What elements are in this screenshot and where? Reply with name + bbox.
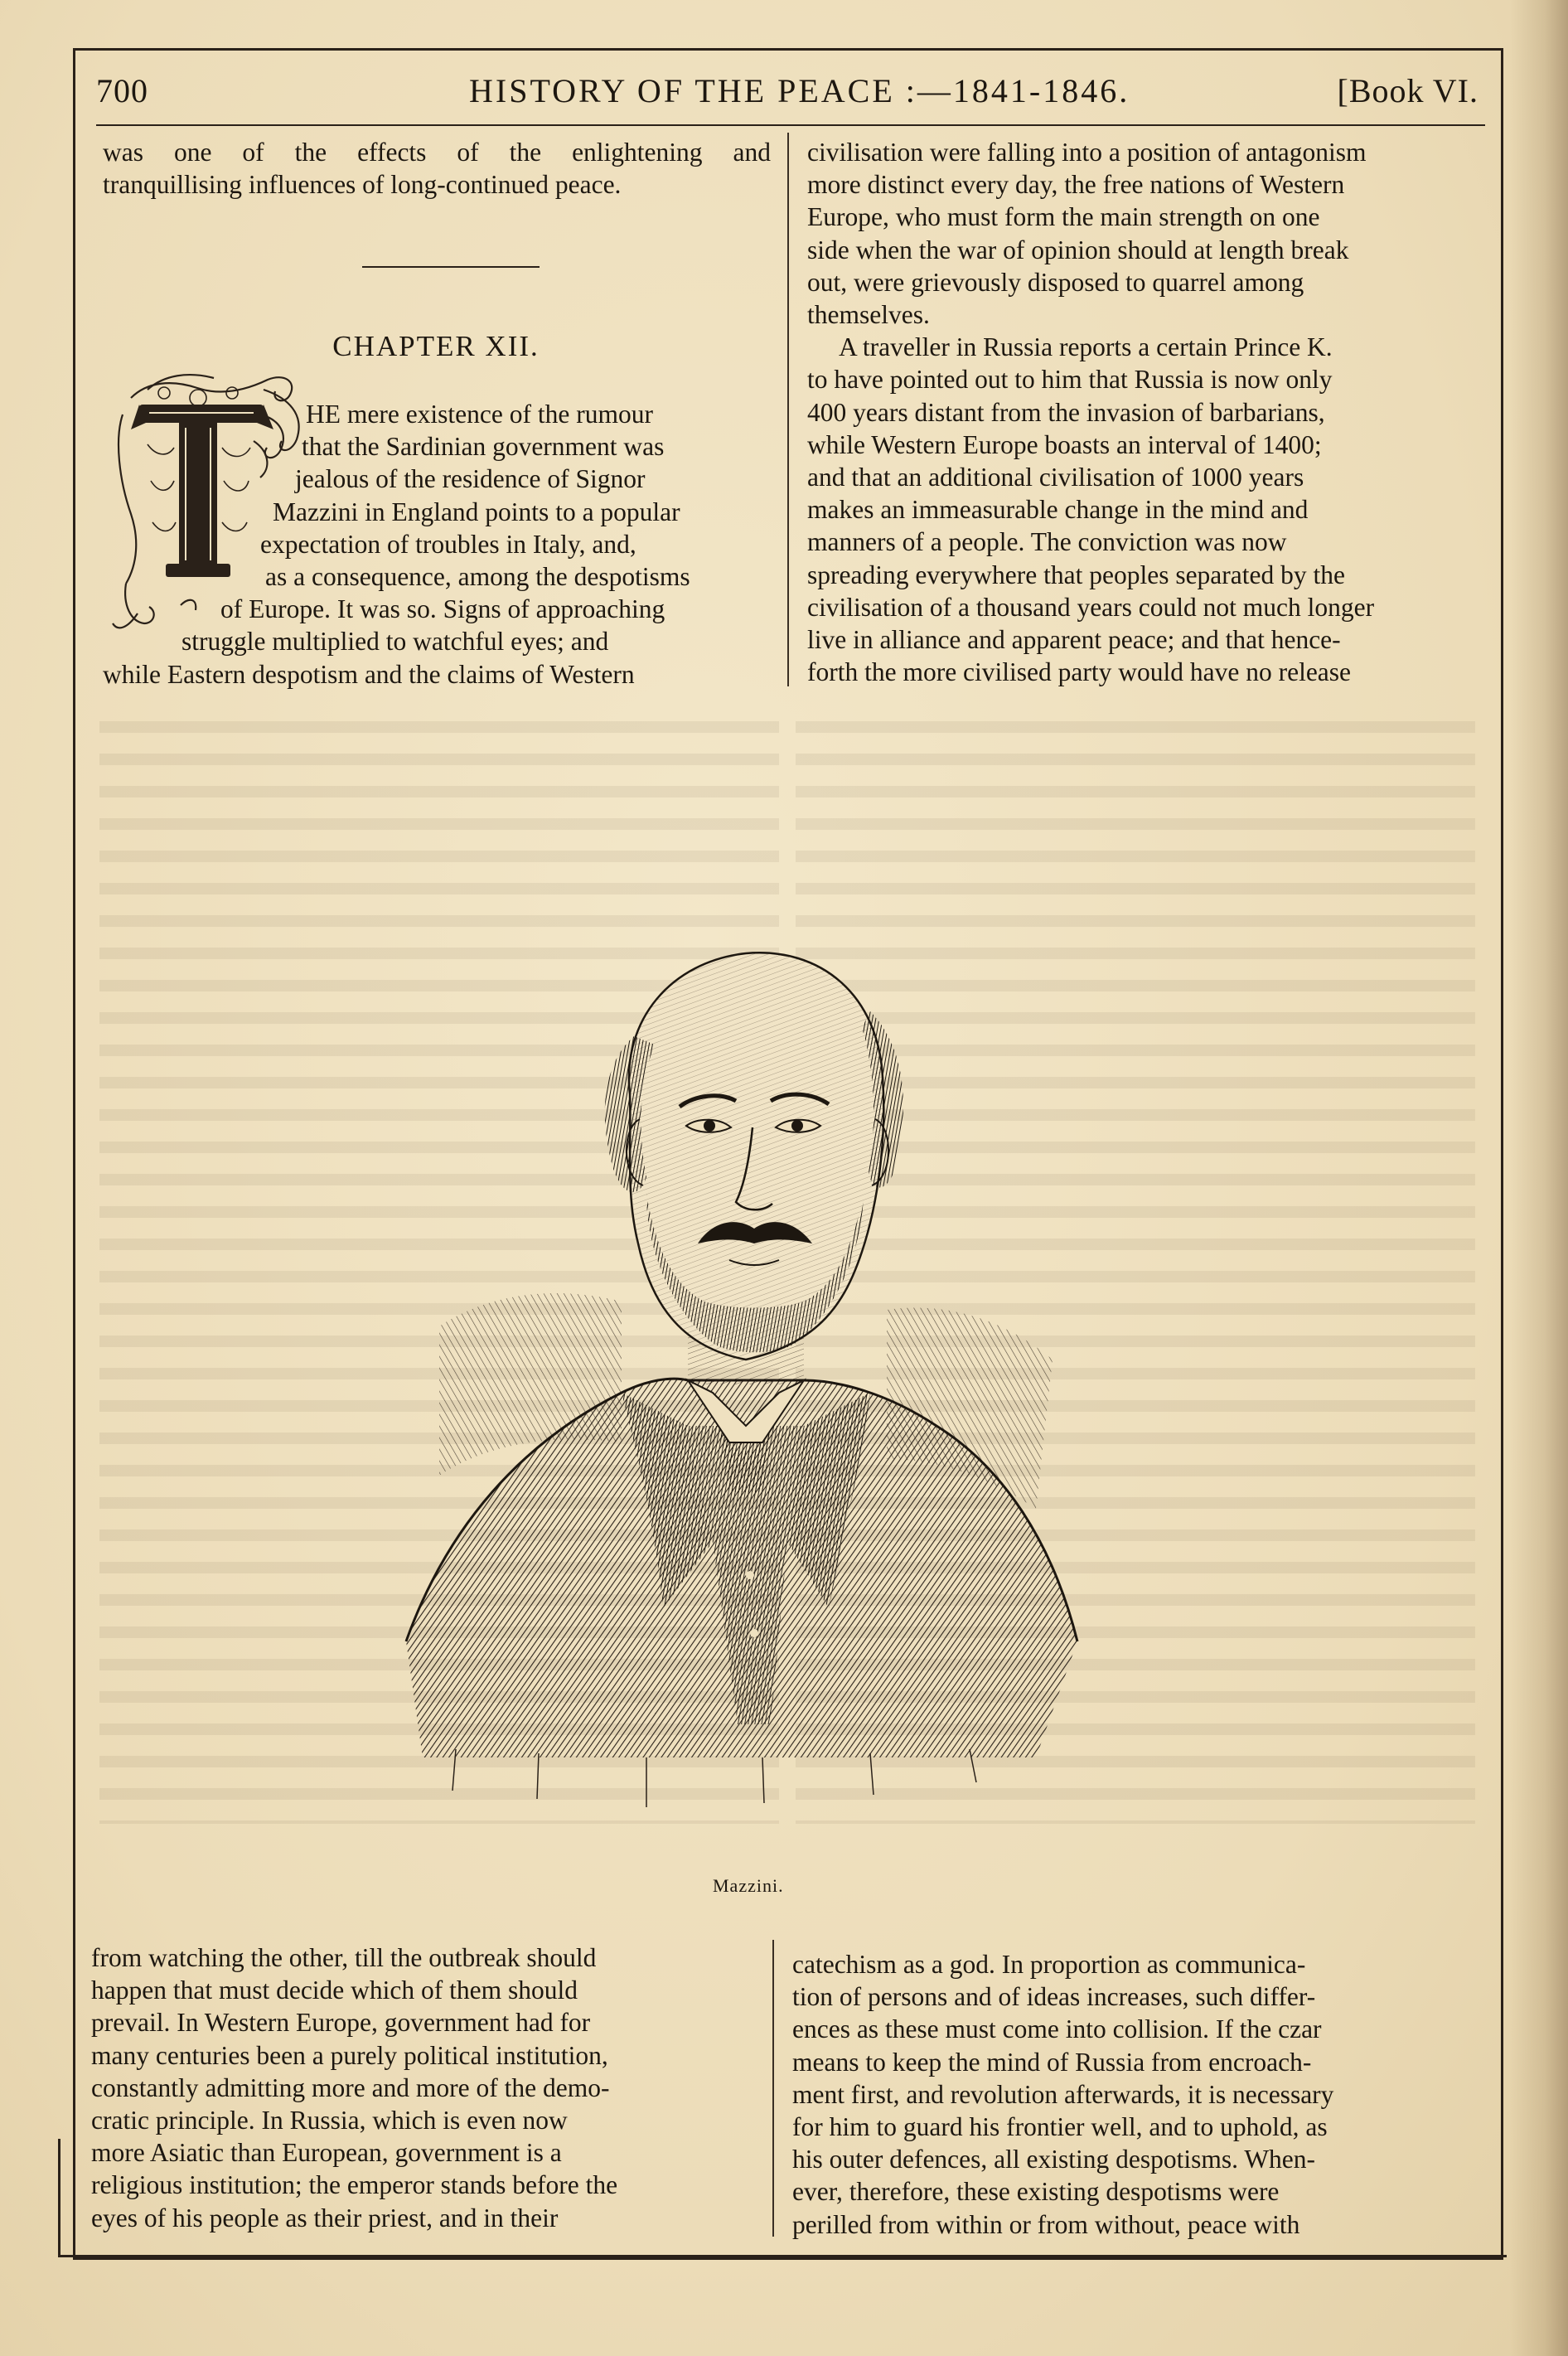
section-divider [362,266,540,268]
text-line: while Western Europe boasts an interval of 1400; [807,429,1322,459]
text-line: side when the war of opinion should at length break [807,235,1349,264]
running-header [96,71,1485,118]
text-line: his outer defences, all existing despotisms. When- [792,2145,1316,2174]
text-line: struggle multiplied to watchful eyes; and [181,627,609,657]
text-line: Mazzini in England points to a popular [273,497,680,526]
text-line: ment first, and revolution afterwards, it is necessary [792,2079,1334,2109]
header-rule [96,124,1485,126]
text-line: forth the more civilised party would have no release [807,657,1352,687]
text-line: to have pointed out to him that Russia is now only [807,365,1333,395]
column-divider-bottom [772,1940,774,2237]
right-column-bottom [792,1948,1455,2241]
text-line: cratic principle. In Russia, which is even now [91,2106,568,2135]
book-number: [Book VI. [1337,72,1478,109]
text-line: makes an immeasurable change in the mind and [807,495,1309,525]
text-line: many centuries been a purely political institution, [91,2040,608,2070]
frame-bottom-rule [58,2255,1507,2257]
text-line: tion of persons and of ideas increases, such differ- [792,1982,1316,2012]
text-line: more distinct every day, the free nations of Western [807,170,1345,200]
text-line: perilled from within or from without, peace with [792,2209,1300,2239]
text-line: was one of the effects of the enlightening and [103,138,771,167]
text-line: tranquillising influences of long-continued peace. [103,170,622,200]
text-line: Europe, who must form the main strength on one [807,202,1320,232]
right-column-top [807,136,1475,688]
text-line: civilisation of a thousand years could not much longer [807,592,1375,622]
portrait-engraving [373,928,1119,1815]
text-line: from watching the other, till the outbreak should [91,1943,597,1972]
text-line: civilisation were falling into a position of antagonism [807,138,1367,167]
text-line: happen that must decide which of them should [91,1975,578,2005]
text-line: 400 years distant from the invasion of barbarians, [807,397,1325,427]
text-line: spreading everywhere that peoples separated by the [807,560,1345,589]
page-number: 700 [96,72,148,109]
text-line: expectation of troubles in Italy, and, [260,529,636,559]
text-line: constantly admitting more and more of the demo- [91,2072,610,2102]
page-edge-shadow [1510,0,1568,2356]
text-line: that the Sardinian government was [302,432,665,462]
text-line: and that an additional civilisation of 1000 years [807,463,1304,492]
text-line: of Europe. It was so. Signs of approaching [220,594,665,624]
text-line: more Asiatic than European, government is a [91,2138,562,2168]
text-line: ences as these must come into collision. If the czar [792,2014,1322,2044]
text-line: while Eastern despotism and the claims of Western [103,659,635,689]
text-line: catechism as a god. In proportion as communica- [792,1950,1306,1979]
text-line: as a consequence, among the despotisms [265,562,690,592]
column-divider-top [787,133,789,686]
illustration-caption: Mazzini. [713,1875,784,1896]
frame-left-rule [58,2139,60,2257]
text-line: eyes of his people as their priest, and in their [91,2203,559,2232]
running-title: HISTORY OF THE PEACE :—1841-1846. [469,72,1130,109]
text-line: A traveller in Russia reports a certain Prince K. [839,332,1333,362]
chapter-heading: CHAPTER XII. [332,330,540,362]
text-line: HE mere existence of the rumour [306,400,653,429]
text-line: means to keep the mind of Russia from encroach- [792,2047,1312,2077]
left-column-bottom [91,1942,751,2234]
text-line: prevail. In Western Europe, government had for [91,2008,591,2038]
text-line: themselves. [807,300,930,330]
text-line: religious institution; the emperor stands before the [91,2170,618,2200]
text-line: live in alliance and apparent peace; and that hence- [807,625,1341,655]
text-line: jealous of the residence of Signor [295,464,646,494]
text-line: out, were grievously disposed to quarrel among [807,267,1304,297]
text-line: manners of a people. The conviction was now [807,527,1287,557]
text-line: for him to guard his frontier well, and to uphold, as [792,2112,1328,2142]
text-line: ever, therefore, these existing despotisms were [792,2177,1280,2207]
left-column-top [103,136,771,201]
left-column-chapter-text [103,398,771,691]
